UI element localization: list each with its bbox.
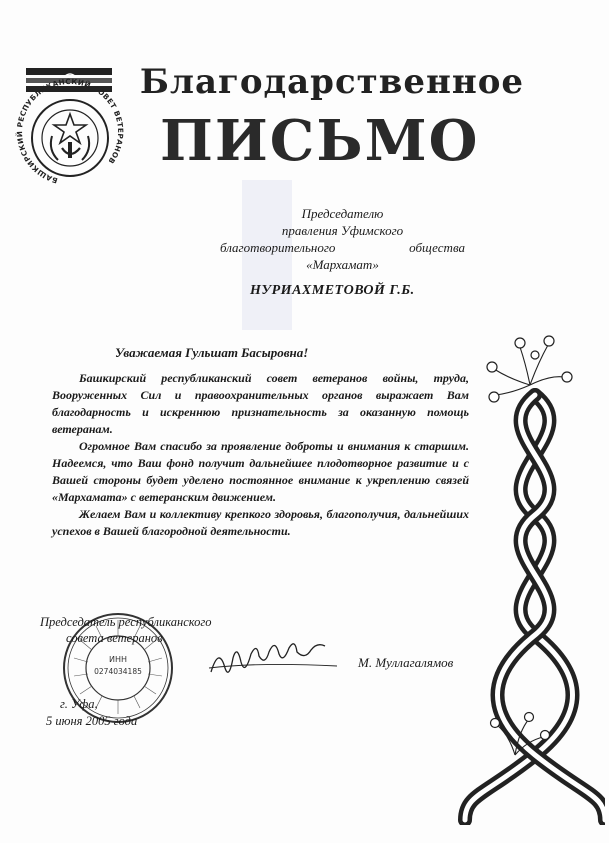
addressee-line-3: благотворительного общества — [220, 240, 465, 255]
st-george-ribbon-icon — [455, 325, 605, 825]
signatory-role-line-2: совета ветеранов — [66, 631, 163, 645]
city: г. Уфа, — [60, 697, 98, 711]
svg-text:БАШКИРСКИЙ РЕСПУБЛИКАНСКИЙ СОВ — [15, 77, 125, 185]
title-line-2: ПИСЬМО — [160, 108, 480, 174]
stamp-inn-number: 0274034185 — [94, 667, 142, 676]
body-paragraph: Огромное Вам спасибо за проявление доброты и внимания к старшим. Надеемся, что Ваш фонд получит дальнейшее плодотворное развитие и с Вашей стороны будет уделено постоянное внимание к укреплению связей «Мархамата» с ветеранским движением. — [52, 439, 469, 504]
greeting: Уважаемая Гульшат Басыровна! — [115, 345, 309, 360]
title-line-1: Благодарственное — [139, 62, 525, 102]
signatory-role-line-1: Председатель республиканского — [40, 615, 212, 629]
letter-body — [52, 370, 469, 540]
body-paragraph: Башкирский республиканский совет ветеранов войны, труда, Вооруженных Сил и правоохранительных органов выражает Вам благодарность и искреннюю признательность за оказанную помощь ветеранам. — [52, 371, 469, 436]
addressee-line-2: правления Уфимского — [281, 223, 404, 238]
addressee-line-1: Председателю — [301, 206, 384, 221]
addressee-block — [220, 205, 465, 273]
date: 5 июня 2005 года — [46, 714, 138, 728]
stamp-inn-label: ИНН — [108, 655, 128, 664]
signatory-name: М. Муллагалямов — [358, 655, 454, 670]
handwritten-signature-icon — [205, 640, 345, 680]
body-paragraph: Желаем Вам и коллективу крепкого здоровья, благополучия, дальнейших успехов в Вашей благородной деятельности. — [52, 507, 469, 538]
addressee-surname: НУРИАХМЕТОВОЙ Г.Б. — [250, 283, 415, 298]
addressee-line-4: «Мархамат» — [306, 257, 379, 272]
logo-ring-text: БАШКИРСКИЙ РЕСПУБЛИКАНСКИЙ СОВЕТ ВЕТЕРАНОВ — [14, 76, 126, 186]
place-and-date — [46, 696, 137, 730]
veterans-council-emblem-icon — [14, 62, 126, 190]
